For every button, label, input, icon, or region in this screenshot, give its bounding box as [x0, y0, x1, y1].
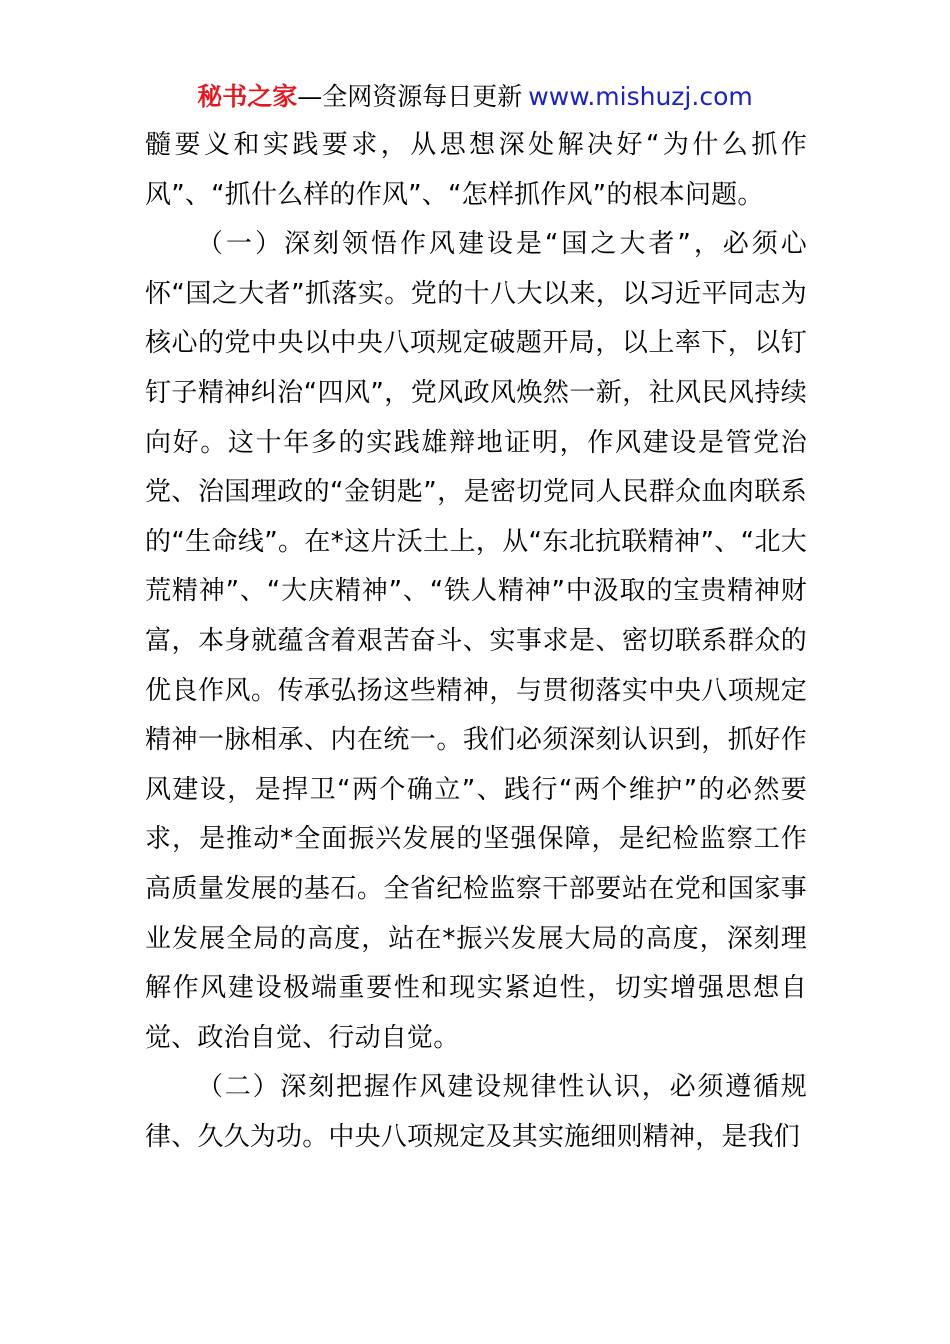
paragraph-section-one: （一）深刻领悟作风建设是“国之大者”，必须心怀“国之大者”抓落实。党的十八大以来，以习近平同志为核心的党中央以中央八项规定破题开局，以上率下，以钉钉子精神纠治“四风”，党风政风焕然一新，社风民风持续向好。这十年多的实践雄辩地证明，作风建设是管党治党、治国理政的“金钥匙”，是密切党同人民群众血肉联系的“生命线”。在*这片沃土上，从“东北抗联精神”、“北大荒精神”、“大庆精神”、“铁人精神”中汲取的宝贵精神财富，本身就蕴含着艰苦奋斗、实事求是、密切联系群众的优良作风。传承弘扬这些精神，与贯彻落实中央八项规定精神一脉相承、内在统一。我们必须深刻认识到，抓好作风建设，是捍卫“两个确立”、践行“两个维护”的必然要求，是推动*全面振兴发展的坚强保障，是纪检监察工作高质量发展的基石。全省纪检监察干部要站在党和国家事业发展全局的高度，站在*振兴发展大局的高度，深刻理解作风建设极端重要性和现实紧迫性，切实增强思想自觉、政治自觉、行动自觉。: [145, 229, 807, 1053]
header-tagline: —全网资源每日更新: [297, 82, 523, 111]
site-url-link[interactable]: www.mishuzj.com: [528, 82, 753, 111]
paragraph-continuation: 髓要义和实践要求，从思想深处解决好“为什么抓作风”、“抓什么样的作风”、“怎样抓作风”的根本问题。: [145, 130, 807, 210]
document-body: [145, 121, 807, 1162]
brand-name: 秘书之家: [197, 82, 298, 111]
site-header: [0, 80, 950, 114]
paragraph-section-two: （二）深刻把握作风建设规律性认识，必须遵循规律、久久为功。中央八项规定及其实施细则精神，是我们: [145, 1072, 807, 1152]
